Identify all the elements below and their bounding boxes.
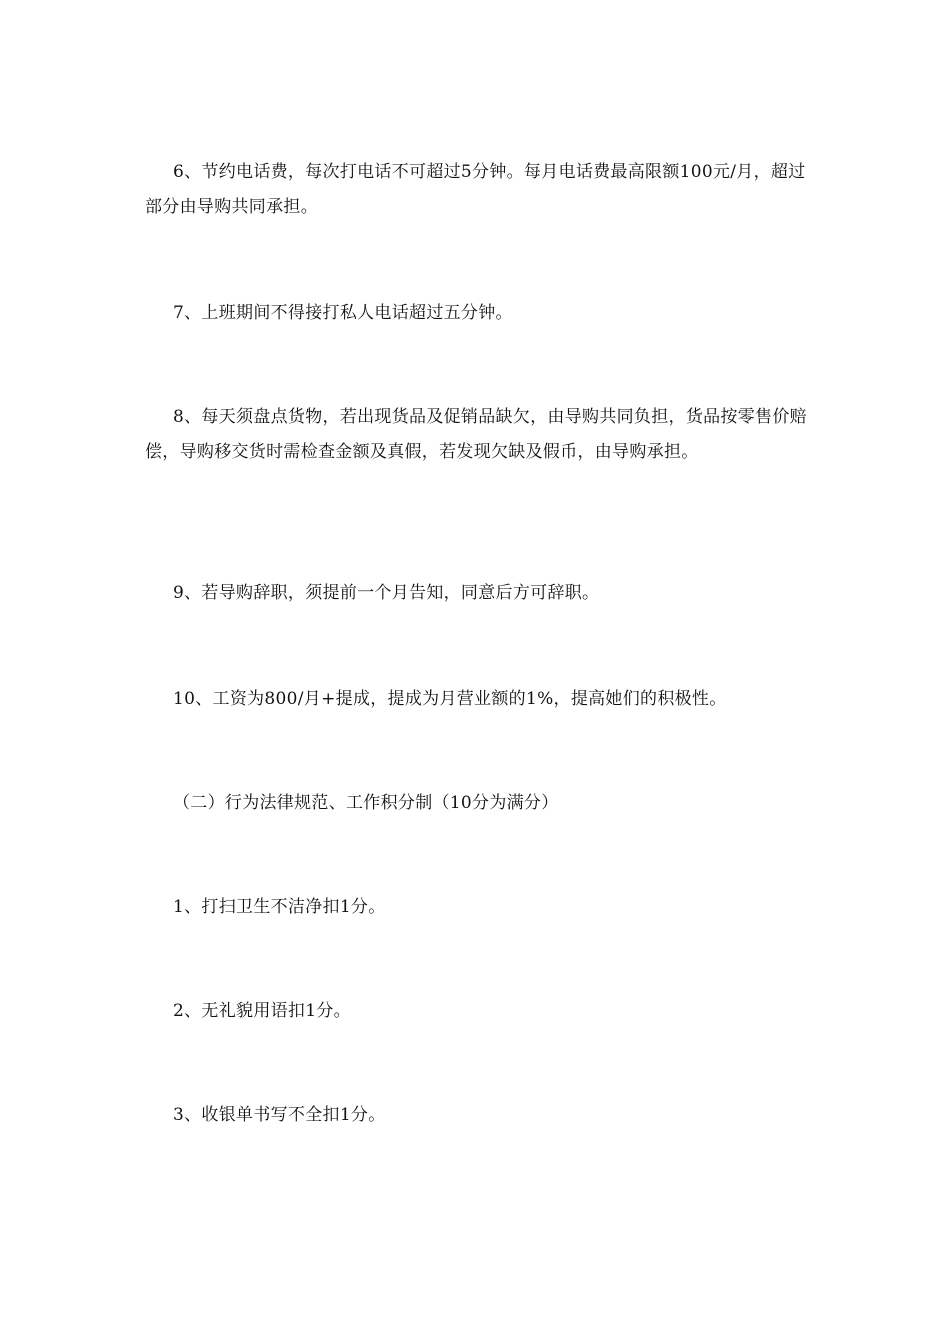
paragraph-item-9: 9、若导购辞职，须提前一个月告知，同意后方可辞职。 xyxy=(173,583,600,603)
paragraph-item-10: 10、工资为800/月+提成，提成为月营业额的1%，提高她们的积极性。 xyxy=(173,689,727,709)
rule-item-1: 1、打扫卫生不洁净扣1分。 xyxy=(173,897,386,917)
paragraph-item-8: 8、每天须盘点货物，若出现货品及促销品缺欠，由导购共同负担，货品按零售价赔偿，导购移交货时需检查金额及真假，若发现欠缺及假币，由导购承担。 xyxy=(145,407,807,462)
rule-item-3: 3、收银单书写不全扣1分。 xyxy=(173,1105,386,1125)
rule-item-2: 2、无礼貌用语扣1分。 xyxy=(173,1001,351,1021)
paragraph-item-6: 6、节约电话费，每次打电话不可超过5分钟。每月电话费最高限额100元/月，超过部分由导购共同承担。 xyxy=(145,162,806,217)
paragraph-item-7: 7、上班期间不得接打私人电话超过五分钟。 xyxy=(173,303,513,323)
section-heading: （二）行为法律规范、工作积分制（10分为满分） xyxy=(173,793,559,813)
